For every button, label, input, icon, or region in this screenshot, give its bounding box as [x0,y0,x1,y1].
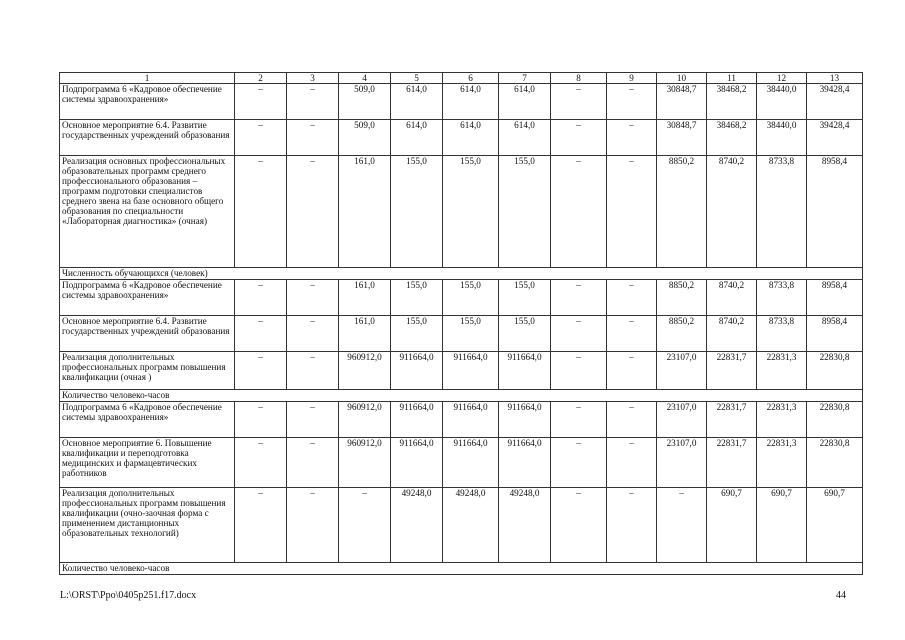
value-cell: – [551,316,607,352]
value-cell: 161,0 [339,316,391,352]
value-cell: 38468,2 [707,120,757,156]
value-cell: – [287,438,339,488]
column-header: 9 [607,73,657,84]
table-row [60,120,863,156]
table-row [60,352,863,390]
row-label-cell: Реализация дополнительных профессиональных программ повышения квалификации (очно-заочная форма с применением дистанционных образовательных технологий) [60,488,235,563]
value-cell: – [607,120,657,156]
value-cell: – [607,438,657,488]
value-cell: 38440,0 [757,120,807,156]
footer-page-number: 44 [836,590,846,601]
value-cell: 22831,7 [707,352,757,390]
budget-table-sheet [59,72,862,575]
value-cell: – [235,438,287,488]
value-cell: – [235,84,287,120]
row-label-cell: Реализация основных профессиональных образовательных программ среднего профессионального образования – программ подготовки специалистов среднего звена на базе основного общего образования по специальности «Лабораторная диагностика» (очная) [60,156,235,268]
row-label-cell: Подпрограмма 6 «Кадровое обеспечение системы здравоохранения» [60,402,235,438]
value-cell: 911664,0 [391,438,443,488]
value-cell: 614,0 [499,84,551,120]
table-row [60,84,863,120]
value-cell: – [235,352,287,390]
value-cell: 8850,2 [657,316,707,352]
value-cell: 8740,2 [707,316,757,352]
value-cell: 22831,7 [707,402,757,438]
value-cell: 39428,4 [807,120,863,156]
column-header: 7 [499,73,551,84]
value-cell: 8733,8 [757,316,807,352]
value-cell: – [235,280,287,316]
table-row [60,438,863,488]
value-cell: 161,0 [339,280,391,316]
value-cell: 911664,0 [443,402,499,438]
section-label: Количество человеко-часов [60,563,863,575]
value-cell: – [235,316,287,352]
value-cell: 509,0 [339,120,391,156]
value-cell: – [607,316,657,352]
value-cell: – [287,488,339,563]
value-cell: 161,0 [339,156,391,268]
value-cell: – [551,438,607,488]
table-row [60,402,863,438]
value-cell: 690,7 [707,488,757,563]
value-cell: 8958,4 [807,280,863,316]
value-cell: 509,0 [339,84,391,120]
column-header: 12 [757,73,807,84]
section-row [60,390,863,402]
row-label-cell: Основное мероприятие 6. Повышение квалификации и переподготовка медицинских и фармацевтических работников [60,438,235,488]
value-cell: 22830,8 [807,352,863,390]
value-cell: 22831,3 [757,352,807,390]
value-cell: – [607,84,657,120]
value-cell: 155,0 [391,156,443,268]
value-cell: – [235,402,287,438]
value-cell: – [607,488,657,563]
value-cell: 155,0 [443,316,499,352]
value-cell: 8958,4 [807,156,863,268]
value-cell: 911664,0 [499,402,551,438]
value-cell: – [607,156,657,268]
value-cell: – [287,84,339,120]
section-label: Численность обучающихся (человек) [60,268,863,280]
value-cell: – [287,316,339,352]
value-cell: 39428,4 [807,84,863,120]
value-cell: 155,0 [391,316,443,352]
column-header: 3 [287,73,339,84]
value-cell: 22830,8 [807,402,863,438]
value-cell: 8740,2 [707,156,757,268]
row-label-cell: Подпрограмма 6 «Кадровое обеспечение системы здравоохранения» [60,84,235,120]
value-cell: – [235,156,287,268]
value-cell: – [287,120,339,156]
value-cell: 22831,7 [707,438,757,488]
value-cell: 8740,2 [707,280,757,316]
value-cell: 38468,2 [707,84,757,120]
column-header: 2 [235,73,287,84]
value-cell: – [551,156,607,268]
value-cell: 911664,0 [391,402,443,438]
value-cell: 614,0 [391,120,443,156]
value-cell: – [287,352,339,390]
section-row [60,268,863,280]
value-cell: 49248,0 [499,488,551,563]
value-cell: 911664,0 [391,352,443,390]
section-label: Количество человеко-часов [60,390,863,402]
row-label-cell: Основное мероприятие 6.4. Развитие государственных учреждений образования [60,316,235,352]
value-cell: – [657,488,707,563]
value-cell: – [551,402,607,438]
value-cell: – [551,352,607,390]
value-cell: 23107,0 [657,438,707,488]
row-label-cell: Основное мероприятие 6.4. Развитие государственных учреждений образования [60,120,235,156]
value-cell: – [607,402,657,438]
value-cell: 155,0 [499,280,551,316]
value-cell: 911664,0 [443,352,499,390]
table-row [60,488,863,563]
value-cell: 155,0 [499,316,551,352]
value-cell: 960912,0 [339,352,391,390]
value-cell: 155,0 [443,280,499,316]
column-header: 10 [657,73,707,84]
value-cell: 8733,8 [757,156,807,268]
value-cell: 30848,7 [657,84,707,120]
column-header: 1 [60,73,235,84]
value-cell: – [287,402,339,438]
column-header: 6 [443,73,499,84]
table-row [60,156,863,268]
value-cell: 8733,8 [757,280,807,316]
column-header: 5 [391,73,443,84]
column-header: 4 [339,73,391,84]
section-row [60,563,863,575]
value-cell: 8850,2 [657,280,707,316]
value-cell: – [551,84,607,120]
column-header: 8 [551,73,607,84]
budget-table [59,72,863,575]
value-cell: – [551,280,607,316]
value-cell: 690,7 [757,488,807,563]
value-cell: – [287,156,339,268]
value-cell: 8958,4 [807,316,863,352]
value-cell: 23107,0 [657,402,707,438]
table-header-row [60,73,863,84]
value-cell: 22831,3 [757,402,807,438]
value-cell: 960912,0 [339,438,391,488]
value-cell: – [235,120,287,156]
value-cell: – [551,488,607,563]
value-cell: 22830,8 [807,438,863,488]
value-cell: 30848,7 [657,120,707,156]
footer-file-path: L:\ORST\Ppo\0405p251.f17.docx [60,590,197,601]
table-row [60,316,863,352]
value-cell: – [235,488,287,563]
value-cell: – [551,120,607,156]
value-cell: – [607,352,657,390]
value-cell: 614,0 [391,84,443,120]
value-cell: 49248,0 [443,488,499,563]
value-cell: 911664,0 [499,352,551,390]
value-cell: 155,0 [499,156,551,268]
value-cell: 23107,0 [657,352,707,390]
value-cell: 960912,0 [339,402,391,438]
value-cell: – [339,488,391,563]
value-cell: 22831,3 [757,438,807,488]
value-cell: 911664,0 [499,438,551,488]
value-cell: 911664,0 [443,438,499,488]
column-header: 13 [807,73,863,84]
value-cell: – [607,280,657,316]
value-cell: 8850,2 [657,156,707,268]
value-cell: 614,0 [499,120,551,156]
value-cell: – [287,280,339,316]
value-cell: 38440,0 [757,84,807,120]
table-row [60,280,863,316]
value-cell: 690,7 [807,488,863,563]
column-header: 11 [707,73,757,84]
value-cell: 49248,0 [391,488,443,563]
row-label-cell: Подпрограмма 6 «Кадровое обеспечение системы здравоохранения» [60,280,235,316]
value-cell: 614,0 [443,84,499,120]
row-label-cell: Реализация дополнительных профессиональных программ повышения квалификации (очная ) [60,352,235,390]
value-cell: 155,0 [443,156,499,268]
value-cell: 614,0 [443,120,499,156]
value-cell: 155,0 [391,280,443,316]
